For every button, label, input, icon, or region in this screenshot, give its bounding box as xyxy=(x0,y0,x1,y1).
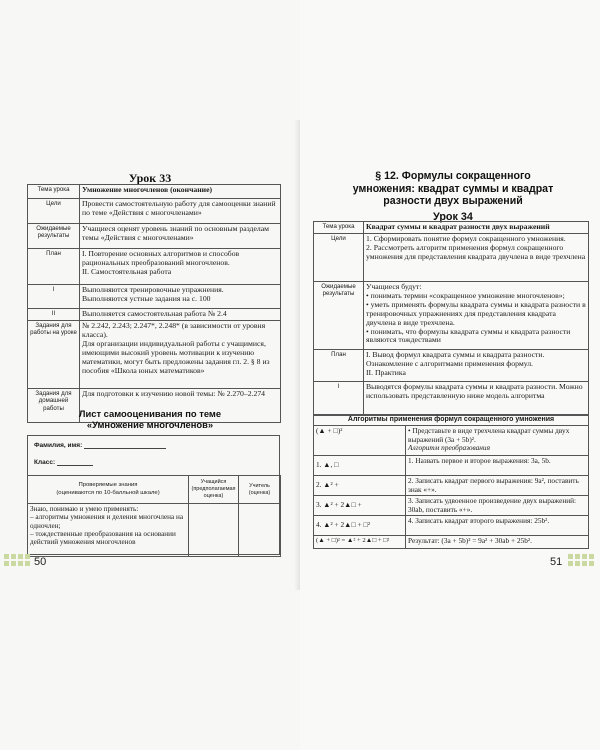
plan-line: I. Повторение основных алгоритмов и способов рациональных преобразований многочленов. xyxy=(82,249,240,267)
goal-line: 1. Сформировать понятие формул сокращенного умножения. xyxy=(366,233,566,243)
row-text xyxy=(364,281,589,349)
table-row xyxy=(28,199,281,224)
row-text xyxy=(364,233,589,281)
row-label: II xyxy=(28,309,80,321)
page-number-right: 51 xyxy=(550,556,563,568)
results-intro: Учащиеся будут: xyxy=(366,281,422,291)
self-eval-title-line: «Умножение многочленов» xyxy=(86,419,214,431)
table-row xyxy=(314,233,589,281)
table-row xyxy=(28,504,281,557)
algorithm-model-cell: 1. ▲, □ xyxy=(314,456,406,476)
table-row xyxy=(314,476,589,496)
row-text: Выводятся формулы квадрата суммы и квадрата разности. Можно использовать представленную ниже модель алгоритма xyxy=(364,381,589,415)
lesson-34-table xyxy=(313,221,589,416)
table-row xyxy=(28,249,281,285)
row-text: Квадрат суммы и квадрат разности двух выражений xyxy=(364,222,589,234)
col-student-header: Учащийся (предполагаемая оценка) xyxy=(189,476,239,504)
table-row xyxy=(28,185,281,199)
table-row xyxy=(28,309,281,321)
col-teacher-header: Учитель (оценка) xyxy=(239,476,281,504)
plan-line: II. Самостоятельная работа xyxy=(82,266,172,276)
row-text: Учащиеся оценят уровень знаний по основным разделам темы «Действия с многочленами» xyxy=(80,224,281,249)
algorithm-example-cell: 2. Записать квадрат первого выражения: 9a², поставить знак «+». xyxy=(406,476,589,496)
row-text xyxy=(364,349,589,381)
col-knowledge-line: Проверяемые знания xyxy=(78,482,138,489)
task-line: Для организации индивидуальной работы с учащимися, имеющими высокий уровень мотивации к изучению математики, могут быть предложены задания гл. 2. § 8 из пособия «Школа юных математиков» xyxy=(82,338,270,375)
table-row xyxy=(314,349,589,381)
row-label: Цели xyxy=(28,199,80,224)
table-row xyxy=(314,281,589,349)
table-header-row xyxy=(28,476,281,504)
row-text: Умножение многочленов (окончание) xyxy=(80,185,281,199)
table-header-row xyxy=(314,415,589,426)
goal-line: 2. Рассмотреть алгоритм применения формул сокращенного умножения для представления квадрата двучлена в виде трехчлена xyxy=(366,242,586,261)
self-eval-title xyxy=(0,408,300,431)
algorithm-model-cell: 4. ▲² + 2▲□ + □² xyxy=(314,516,406,536)
row-text: Провести самостоятельную работу для самооценки знаний по теме «Действия с многочленами» xyxy=(80,199,281,224)
task-line: № 2.242, 2.243; 2.247*, 2.248* (в зависимости от уровня класса). xyxy=(82,321,266,339)
results-bullet: • уметь применять формулы квадрата суммы и квадрата разности в тренировочных упражнениях для представления квадрата двучлена в виде трехчлена. xyxy=(366,299,586,327)
section-heading-line: разности двух выражений xyxy=(383,195,523,207)
row-label: Тема урока xyxy=(28,185,80,199)
algorithm-model-cell: (▲ + □)² = ▲² + 2▲□ + □² xyxy=(314,536,406,549)
algorithm-header: Алгоритмы применения формул сокращенного умножения xyxy=(314,415,589,426)
table-row xyxy=(314,536,589,549)
table-row xyxy=(314,516,589,536)
table-row xyxy=(314,426,589,456)
section-heading-line: § 12. Формулы сокращенного xyxy=(375,170,531,182)
right-page xyxy=(300,0,600,750)
plan-line: I. Вывод формул квадрата суммы и квадрата разности. Ознакомление с алгоритмами применения формул. xyxy=(366,349,545,368)
knowledge-cell xyxy=(28,504,189,557)
knowledge-line: Знаю, понимаю и умею применять: xyxy=(30,505,139,513)
algorithm-example-cell: Результат: (3a + 5b)² = 9a² + 30ab + 25b². xyxy=(406,536,589,549)
teacher-score-cell[interactable] xyxy=(239,504,281,557)
page-number-left: 50 xyxy=(34,556,47,568)
table-row xyxy=(314,456,589,476)
row-label: Задания для домашней работы xyxy=(28,389,80,423)
col-knowledge-line: (оцениваются по 10-балльной шкале) xyxy=(56,489,160,496)
lesson-34-title: Урок 34 xyxy=(433,211,473,223)
surname-label: Фамилия, имя: xyxy=(34,442,83,449)
row-label: I xyxy=(314,381,364,415)
lesson-33-table xyxy=(27,184,281,423)
row-text xyxy=(80,285,281,309)
section-heading xyxy=(308,170,598,208)
table-row xyxy=(314,222,589,234)
stage-line: Выполняются тренировочные упражнения. xyxy=(82,285,224,294)
class-field[interactable] xyxy=(57,458,93,466)
algorithm-model-cell: 2. ▲² + xyxy=(314,476,406,496)
surname-field[interactable] xyxy=(84,441,166,449)
algorithm-model-cell: (▲ + □)² xyxy=(314,426,406,456)
row-text: Для подготовки к изучению новой темы: № 2.270–2.274 xyxy=(80,389,281,423)
row-label: План xyxy=(314,349,364,381)
student-score-cell[interactable] xyxy=(189,504,239,557)
row-text: Выполняется самостоятельная работа № 2.4 xyxy=(80,309,281,321)
row-text xyxy=(80,249,281,285)
self-eval-sheet xyxy=(27,435,280,555)
table-row xyxy=(28,285,281,309)
class-label: Класс: xyxy=(34,459,56,466)
algorithm-model-cell: 3. ▲² + 2▲□ + xyxy=(314,496,406,516)
section-heading-line: умножения: квадрат суммы и квадрат xyxy=(352,182,554,195)
row-label: I xyxy=(28,285,80,309)
self-eval-title-line: Лист самооценивания по теме xyxy=(78,408,222,419)
algorithm-example-cell xyxy=(406,426,589,456)
row-label: Задания для работы на уроке xyxy=(28,321,80,389)
example-line: • Представьте в виде трехчлена квадрат суммы двух выражений (3a + 5b)². xyxy=(408,426,570,444)
algorithm-table xyxy=(313,414,589,549)
row-label: Цели xyxy=(314,233,364,281)
self-eval-table xyxy=(27,475,281,557)
table-row xyxy=(28,321,281,389)
page-tab-right xyxy=(568,553,596,567)
col-knowledge-header xyxy=(28,476,189,504)
algorithm-example-cell: 3. Записать удвоенное произведение двух выражений: 30ab, поставить «+». xyxy=(406,496,589,516)
table-row xyxy=(28,224,281,249)
row-label: Ожидаемые результаты xyxy=(314,281,364,349)
table-row xyxy=(314,381,589,415)
page-tab-left xyxy=(4,553,32,567)
stage-line: Выполняются устные задания на с. 100 xyxy=(82,293,211,303)
algorithm-example-cell: 4. Записать квадрат второго выражения: 25b². xyxy=(406,516,589,536)
results-bullet: • понимать, что формулы квадрата суммы и квадрата разности являются тождествами xyxy=(366,326,571,345)
row-label: Ожидаемые результаты xyxy=(28,224,80,249)
example-subheading: Алгоритм преобразования xyxy=(408,443,490,453)
plan-line: II. Практика xyxy=(366,367,406,377)
knowledge-line: – алгоритмы умножения и деления многочлена на одночлен; xyxy=(30,513,184,530)
knowledge-line: – тождественные преобразования на основании действий умножения многочленов xyxy=(30,530,176,547)
row-label: Тема урока xyxy=(314,222,364,234)
algorithm-example-cell: 1. Назвать первое и второе выражения: 3a, 5b. xyxy=(406,456,589,476)
results-bullet: • понимать термин «сокращенное умножение многочленов»; xyxy=(366,290,565,300)
row-text xyxy=(80,321,281,389)
table-row xyxy=(314,496,589,516)
row-label: План xyxy=(28,249,80,285)
lesson-33-title: Урок 33 xyxy=(128,171,172,185)
